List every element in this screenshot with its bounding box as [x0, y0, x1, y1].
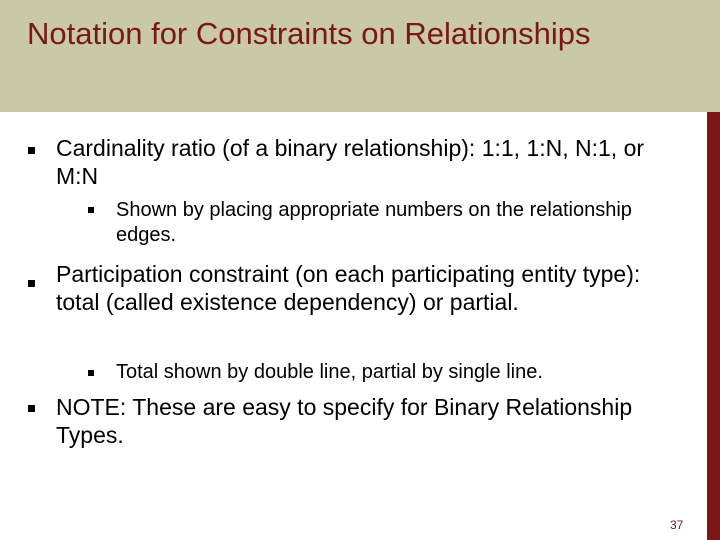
bullet-square-icon	[28, 280, 35, 287]
slide-title: Notation for Constraints on Relationships	[27, 16, 591, 51]
bullet-text: Participation constraint (on each participating entity type): total (called existence dependency) or partial.	[56, 261, 641, 315]
subbullet-text: Total shown by double line, partial by single line.	[116, 361, 543, 383]
accent-bar	[707, 112, 720, 540]
bullet-square-icon	[28, 147, 35, 154]
page-number: 37	[670, 518, 684, 532]
bullet-square-icon	[28, 405, 35, 412]
bullet-text: NOTE: These are easy to specify for Binary Relationship Types.	[56, 394, 633, 448]
subbullet-text: Shown by placing appropriate numbers on the relationship edges.	[116, 199, 632, 246]
subbullet-square-icon	[88, 370, 94, 376]
bullet-text: Cardinality ratio (of a binary relationship): 1:1, 1:N, N:1, or M:N	[56, 135, 645, 189]
subbullet-square-icon	[88, 207, 94, 213]
